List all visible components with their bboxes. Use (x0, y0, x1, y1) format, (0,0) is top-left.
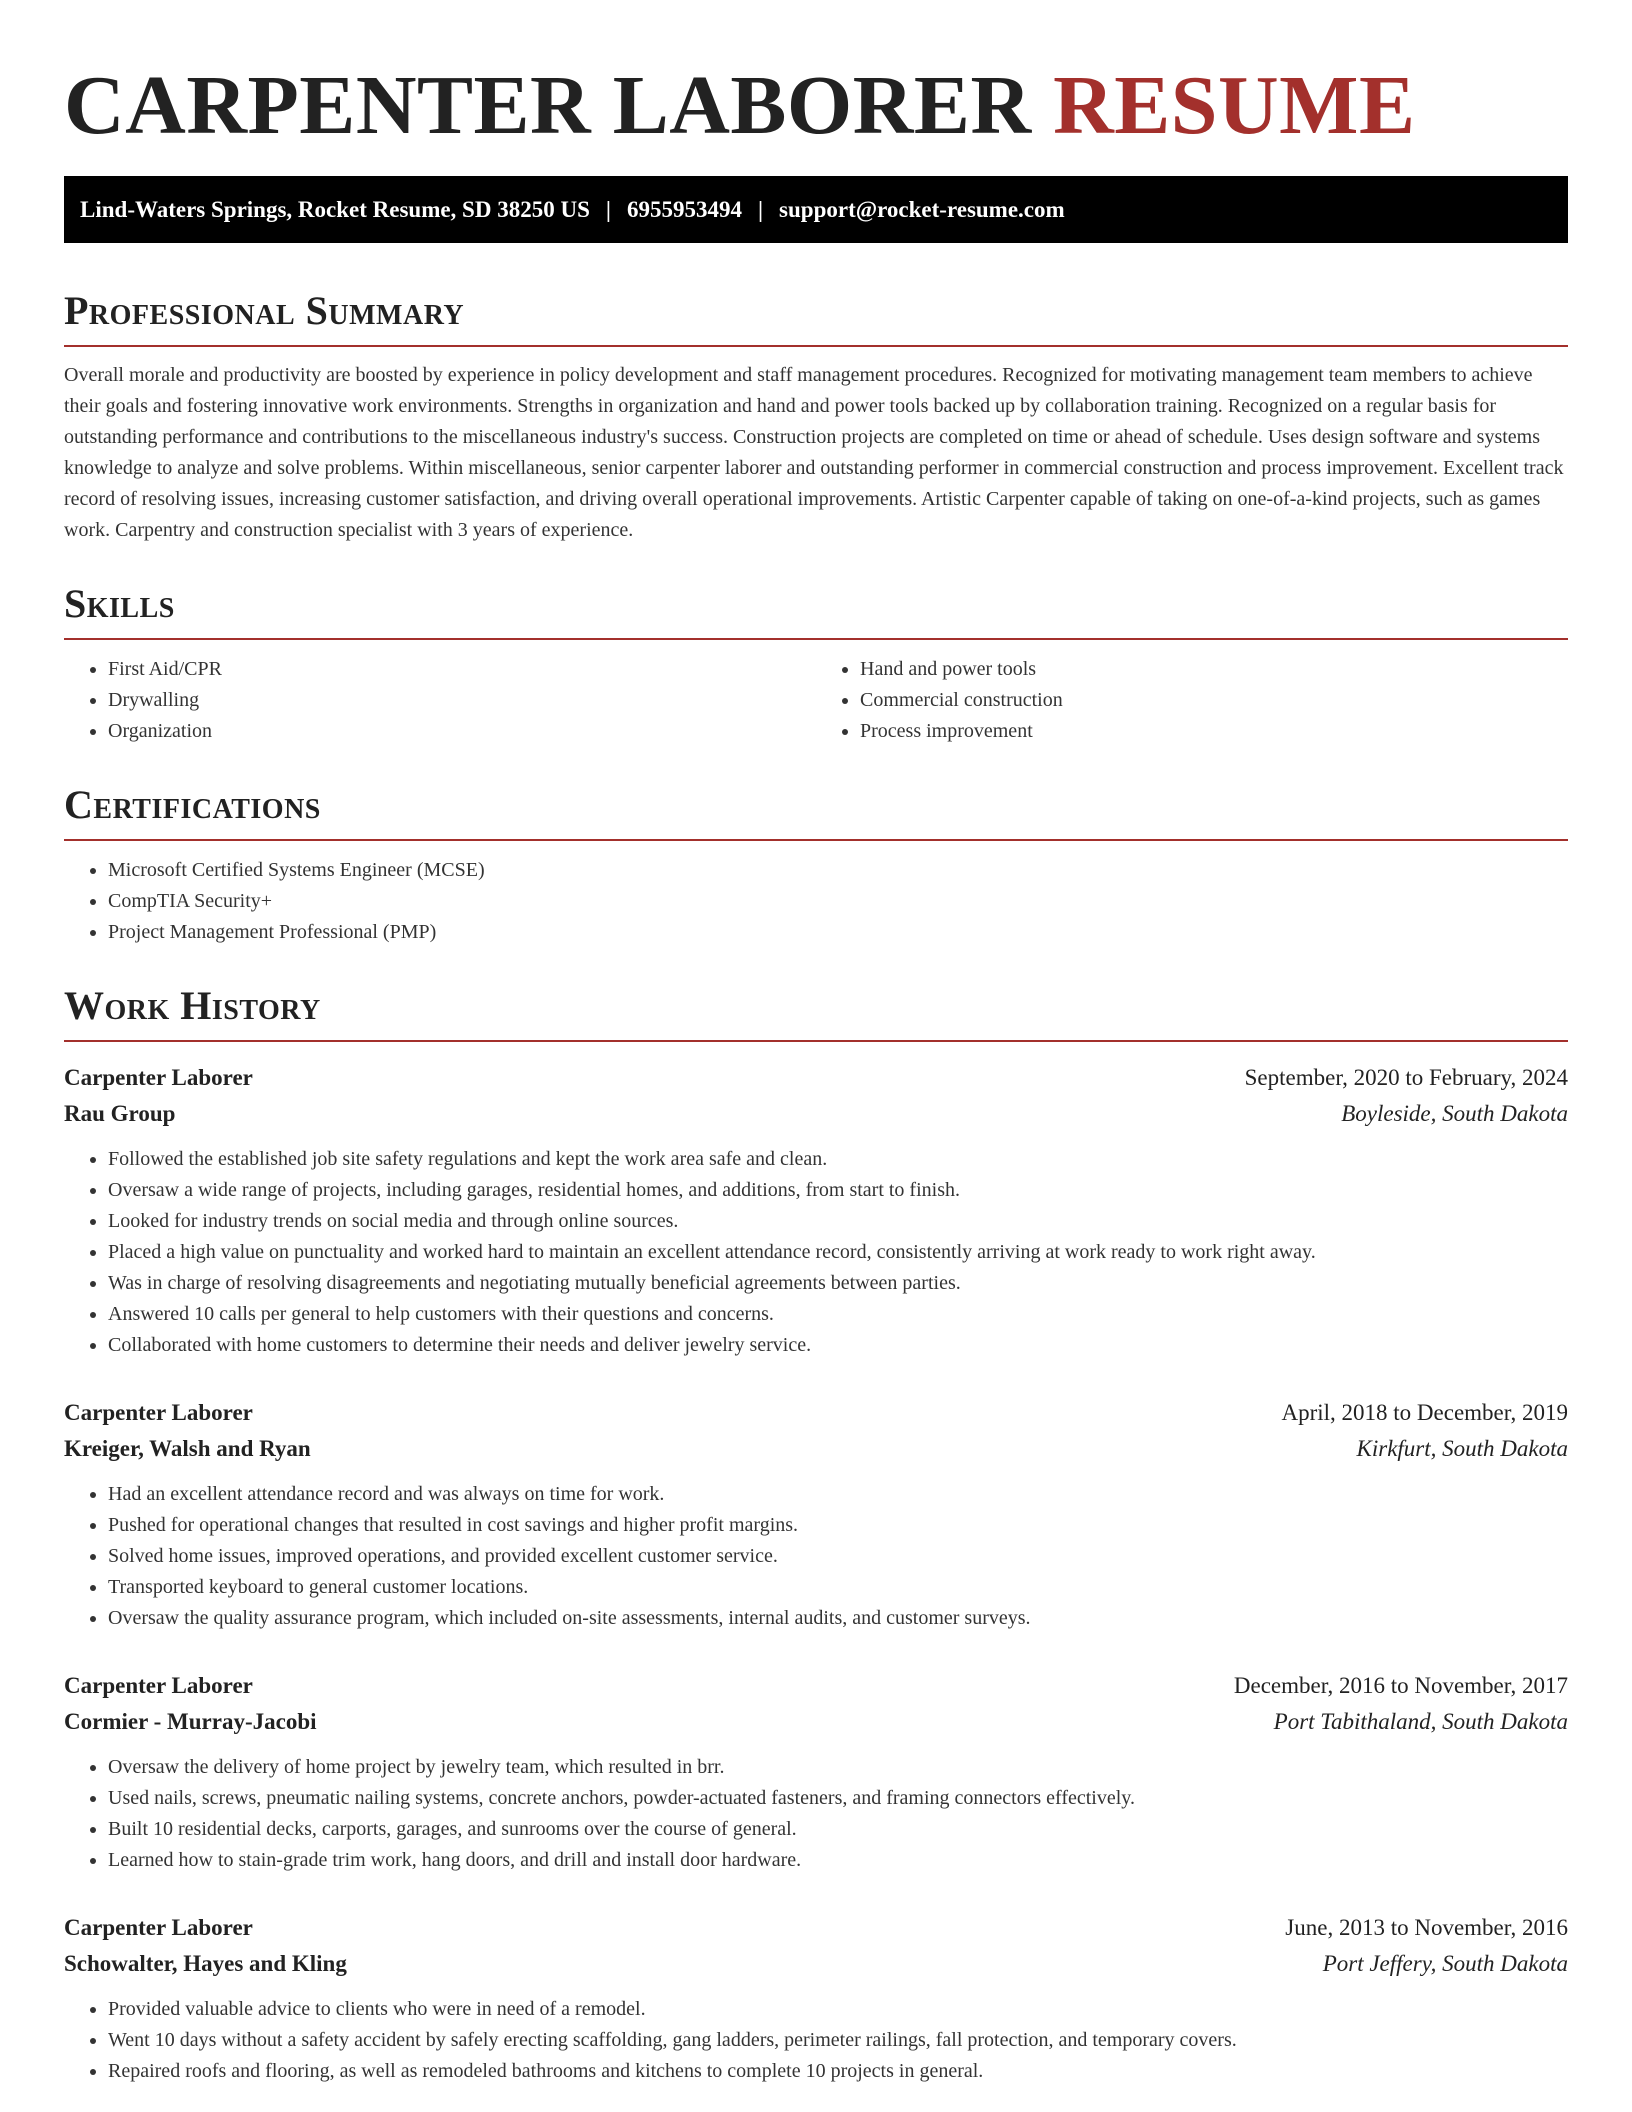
contact-phone: 6955953494 (626, 196, 742, 222)
job-entry (64, 1395, 1568, 1634)
job-bullet: • Answered 10 calls per general to help customers with their questions and concerns. (108, 1299, 1568, 1330)
job-company: Cormier - Murray-Jacobi (64, 1709, 317, 1734)
job-bullet: • Followed the established job site safety regulations and kept the work area safe and clean. (108, 1144, 1568, 1175)
skill-item: • Organization (108, 716, 816, 747)
job-title: Carpenter Laborer (64, 1673, 253, 1698)
job-dates: April, 2018 to December, 2019 (1281, 1400, 1568, 1425)
job-title: Carpenter Laborer (64, 1915, 253, 1940)
skill-item: • Commercial construction (860, 685, 1568, 716)
job-entry (64, 1668, 1568, 1876)
job-subheader (64, 1096, 1568, 1132)
skill-item: • Process improvement (860, 716, 1568, 747)
job-dates: June, 2013 to November, 2016 (1285, 1915, 1568, 1940)
certifications-heading: Certifications (64, 781, 1568, 841)
job-dates: September, 2020 to February, 2024 (1244, 1065, 1568, 1090)
job-location: Port Jeffery, South Dakota (1322, 1951, 1568, 1976)
job-bullet: • Pushed for operational changes that resulted in cost savings and higher profit margins. (108, 1510, 1568, 1541)
certification-item: • Microsoft Certified Systems Engineer (MCSE) (108, 855, 1568, 886)
job-bullet: • Oversaw the quality assurance program, which included on-site assessments, internal audits, and customer surveys. (108, 1603, 1568, 1634)
job-bullet: • Oversaw a wide range of projects, including garages, residential homes, and additions, from start to finish. (108, 1175, 1568, 1206)
skills-heading: Skills (64, 580, 1568, 640)
job-bullet: • Placed a high value on punctuality and worked hard to maintain an excellent attendance record, consistently arriving at work ready to work right away. (108, 1237, 1568, 1268)
job-bullet: • Went 10 days without a safety accident by safely erecting scaffolding, gang ladders, perimeter railings, fall protection, and temporary covers. (108, 2025, 1568, 2056)
job-title: Carpenter Laborer (64, 1400, 253, 1425)
job-bullets (64, 1994, 1568, 2087)
job-bullet: • Repaired roofs and flooring, as well as remodeled bathrooms and kitchens to complete 10 projects in general. (108, 2056, 1568, 2087)
skills-grid (64, 640, 1568, 747)
contact-separator: | (757, 196, 764, 222)
job-location: Boyleside, South Dakota (1341, 1101, 1568, 1126)
certification-item: • CompTIA Security+ (108, 886, 1568, 917)
skill-item: • Hand and power tools (860, 654, 1568, 685)
job-company: Schowalter, Hayes and Kling (64, 1951, 347, 1976)
job-company: Kreiger, Walsh and Ryan (64, 1436, 311, 1461)
job-location: Port Tabithaland, South Dakota (1273, 1709, 1568, 1734)
job-subheader (64, 1704, 1568, 1740)
job-bullet: • Had an excellent attendance record and was always on time for work. (108, 1479, 1568, 1510)
job-bullet: • Collaborated with home customers to determine their needs and deliver jewelry service. (108, 1330, 1568, 1361)
contact-separator: | (605, 196, 611, 222)
contact-bar (64, 176, 1568, 243)
job-entry (64, 1060, 1568, 1361)
summary-text: Overall morale and productivity are boosted by experience in policy development and staff management procedures. Recognized for motivating management team members to achieve their goals and fostering innovative work environments. Strengths in organization and hand and power tools backed up by collaboration training. Recognized on a regular basis for outstanding performance and contributions to the miscellaneous industry's success. Construction projects are completed on time or ahead of schedule. Uses design software and systems knowledge to analyze and solve problems. Within miscellaneous, senior carpenter laborer and outstanding performer in commercial construction and process improvement. Excellent track record of resolving issues, increasing customer satisfaction, and driving overall operational improvements. Artistic Carpenter capable of taking on one-of-a-kind projects, such as games work. Carpentry and construction specialist with 3 years of experience. (64, 364, 1564, 541)
skills-list-right (816, 654, 1568, 747)
work-history-heading: Work History (64, 982, 1568, 1042)
job-bullet: • Transported keyboard to general customer locations. (108, 1572, 1568, 1603)
contact-email[interactable]: support@rocket-resume.com (779, 196, 1065, 222)
job-header (64, 1668, 1568, 1704)
contact-address: Lind-Waters Springs, Rocket Resume, SD 38250 US (80, 196, 590, 222)
job-bullets (64, 1479, 1568, 1634)
job-company: Rau Group (64, 1101, 176, 1126)
job-header (64, 1910, 1568, 1946)
job-entry (64, 1910, 1568, 2087)
job-bullets (64, 1752, 1568, 1876)
summary-heading: Professional Summary (64, 287, 1568, 347)
job-bullet: • Learned how to stain-grade trim work, hang doors, and drill and install door hardware. (108, 1845, 1568, 1876)
job-bullet: • Built 10 residential decks, carports, garages, and sunrooms over the course of general. (108, 1814, 1568, 1845)
job-bullets (64, 1144, 1568, 1361)
job-dates: December, 2016 to November, 2017 (1233, 1673, 1568, 1698)
job-subheader (64, 1431, 1568, 1467)
title-main: CARPENTER LABORER (64, 59, 1032, 152)
job-header (64, 1395, 1568, 1431)
resume-title (64, 0, 1568, 176)
skills-list-left (64, 654, 816, 747)
certifications-list (64, 855, 1568, 948)
job-title: Carpenter Laborer (64, 1065, 253, 1090)
job-subheader (64, 1946, 1568, 1982)
skill-item: • Drywalling (108, 685, 816, 716)
job-bullet: • Looked for industry trends on social media and through online sources. (108, 1206, 1568, 1237)
job-bullet: • Oversaw the delivery of home project by jewelry team, which resulted in brr. (108, 1752, 1568, 1783)
job-bullet: • Solved home issues, improved operations, and provided excellent customer service. (108, 1541, 1568, 1572)
job-location: Kirkfurt, South Dakota (1356, 1436, 1568, 1461)
job-bullet: • Was in charge of resolving disagreements and negotiating mutually beneficial agreements between parties. (108, 1268, 1568, 1299)
job-bullet: • Used nails, screws, pneumatic nailing systems, concrete anchors, powder-actuated fasteners, and framing connectors effectively. (108, 1783, 1568, 1814)
job-bullet: • Provided valuable advice to clients who were in need of a remodel. (108, 1994, 1568, 2025)
title-accent: RESUME (1053, 59, 1416, 152)
skill-item: • First Aid/CPR (108, 654, 816, 685)
job-header (64, 1060, 1568, 1096)
certification-item: • Project Management Professional (PMP) (108, 917, 1568, 948)
